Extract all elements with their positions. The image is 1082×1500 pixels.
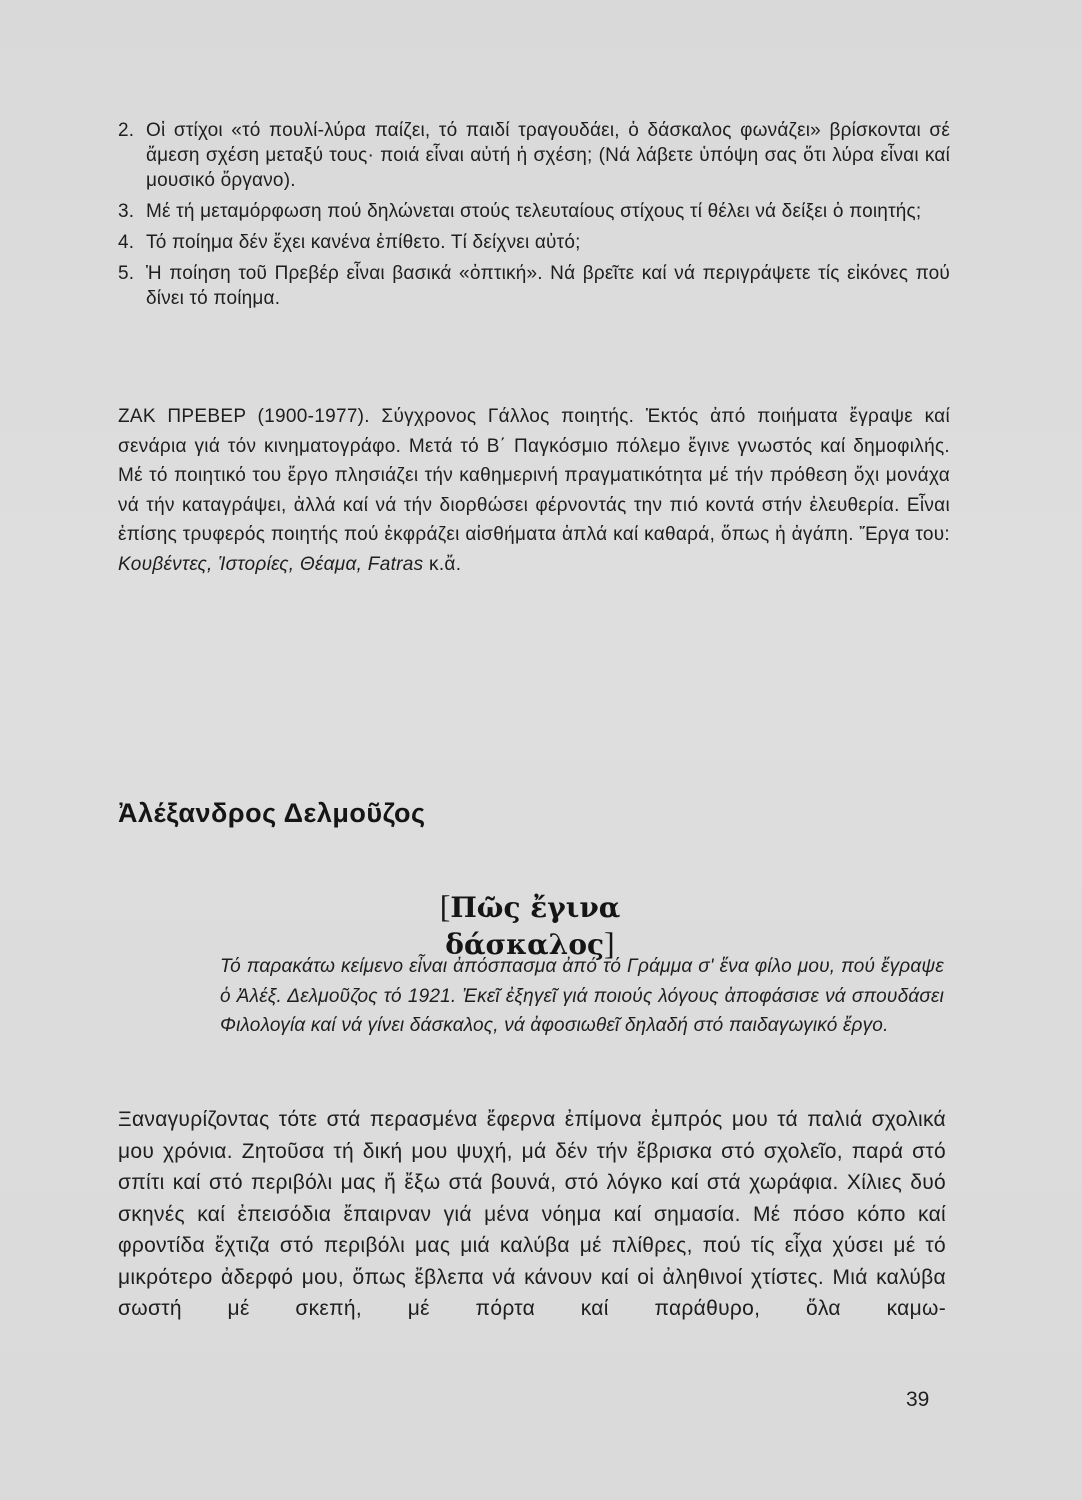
question-item <box>118 118 950 193</box>
intro-paragraph: Τό παρακάτω κείμενο εἶναι ἀπόσπασμα ἀπό τό Γράμμα σ' ἕνα φίλο μου, πού ἔγραψε ὁ Ἀλέξ. Δελμοῦζος τό 1921. Ἐκεῖ ἐξηγεῖ γιά ποιούς λόγους ἀποφάσισε νά σπουδάσει Φιλολογία καί νά γίνει δάσκαλος, νά ἀφοσιωθεῖ δηλαδή στό παιδαγωγικό ἔργο. <box>220 956 944 1036</box>
title-bracket-close: ] <box>604 925 615 961</box>
question-number: 3. <box>118 201 135 222</box>
question-text: Τό ποίημα δέν ἔχει κανένα ἐπίθετο. Τί δείχνει αὐτό; <box>146 232 581 253</box>
bio-text: ΖΑΚ ΠΡΕΒΕΡ (1900-1977). Σύγχρονος Γάλλος ποιητής. Ἐκτός ἀπό ποιήματα ἔγραψε καί σενάρια γιά τόν κινηματογράφο. Μετά τό Β΄ Παγκόσμιο πόλεμο ἔγινε γνωστός καί δημοφιλής. Μέ τό ποιητικό του ἔργο πλησιάζει τήν καθημερινή πραγματικότητα μέ τήν πρόθεση ὄχι μονάχα νά τήν καταγράψει, ἀλλά καί νά τήν διορθώσει φέρνοντάς την πιό κοντά στήν ἐλευθερία. Εἶναι ἐπίσης τρυφερός ποιητής πού ἐκφράζει αἰσθήματα ἁπλά καί καθαρά, ὅπως ἡ ἀγάπη. Ἔργα του: <box>118 406 950 545</box>
page-number: 39 <box>906 1388 930 1411</box>
title-text: Πῶς ἔγινα δάσκαλος <box>445 891 621 961</box>
author-heading: Ἀλέξανδρος Δελμοῦζος <box>118 798 426 828</box>
question-number: 5. <box>118 263 135 284</box>
question-text: Ἡ ποίηση τοῦ Πρεβέρ εἶναι βασικά «ὀπτική». Νά βρεῖτε καί νά περιγράψετε τίς εἰκόνες πού δίνει τό ποίημα. <box>146 263 950 309</box>
question-number: 2. <box>118 120 135 141</box>
question-item <box>118 199 950 224</box>
questions-list <box>118 118 950 317</box>
bio-end: κ.ἄ. <box>429 553 462 575</box>
section-title <box>370 888 690 962</box>
question-item <box>118 261 950 311</box>
question-number: 4. <box>118 232 135 253</box>
title-bracket-open: [ <box>439 888 451 924</box>
bio-works: Κουβέντες, Ἱστορίες, Θέαμα, Fatras <box>118 553 424 575</box>
author-biography <box>118 402 950 579</box>
question-text: Μέ τή μεταμόρφωση πού δηλώνεται στούς τελευταίους στίχους τί θέλει νά δείξει ὁ ποιητής; <box>146 201 922 222</box>
body-paragraph: Ξαναγυρίζοντας τότε στά περασμένα ἔφερνα ἐπίμονα ἐμπρός μου τά παλιά σχολικά μου χρόνια. Ζητοῦσα τή δική μου ψυχή, μά δέν τήν ἔβρισκα στό σχολεῖο, παρά στό σπίτι καί στό περιβόλι μας ἤ ἔξω στά βουνά, στό λόγκο καί στά χωράφια. Χίλιες δυό σκηνές καί ἐπεισόδια ἔπαιρναν γιά μένα νόημα καί σημασία. Μέ πόσο κόπο καί φροντίδα ἔχτιζα στό περιβόλι μας μιά καλύβα μέ πλίθρες, πού τίς εἶχα χύσει μέ τό μικρότερο ἀδερφό μου, ὅπως ἔβλεπα νά κάνουν καί οἱ ἀληθινοί χτίστες. Μιά καλύβα σωστή μέ σκεπή, μέ πόρτα καί παράθυρο, ὅλα καμω- <box>118 1108 946 1320</box>
question-item <box>118 230 950 255</box>
question-text: Οἱ στίχοι «τό πουλί-λύρα παίζει, τό παιδί τραγουδάει, ὁ δάσκαλος φωνάζει» βρίσκονται σέ ἄμεση σχέση μεταξύ τους· ποιά εἶναι αὐτή ἡ σχέση; (Νά λάβετε ὑπόψη σας ὅτι λύρα εἶναι καί μουσικό ὄργανο). <box>146 120 950 191</box>
